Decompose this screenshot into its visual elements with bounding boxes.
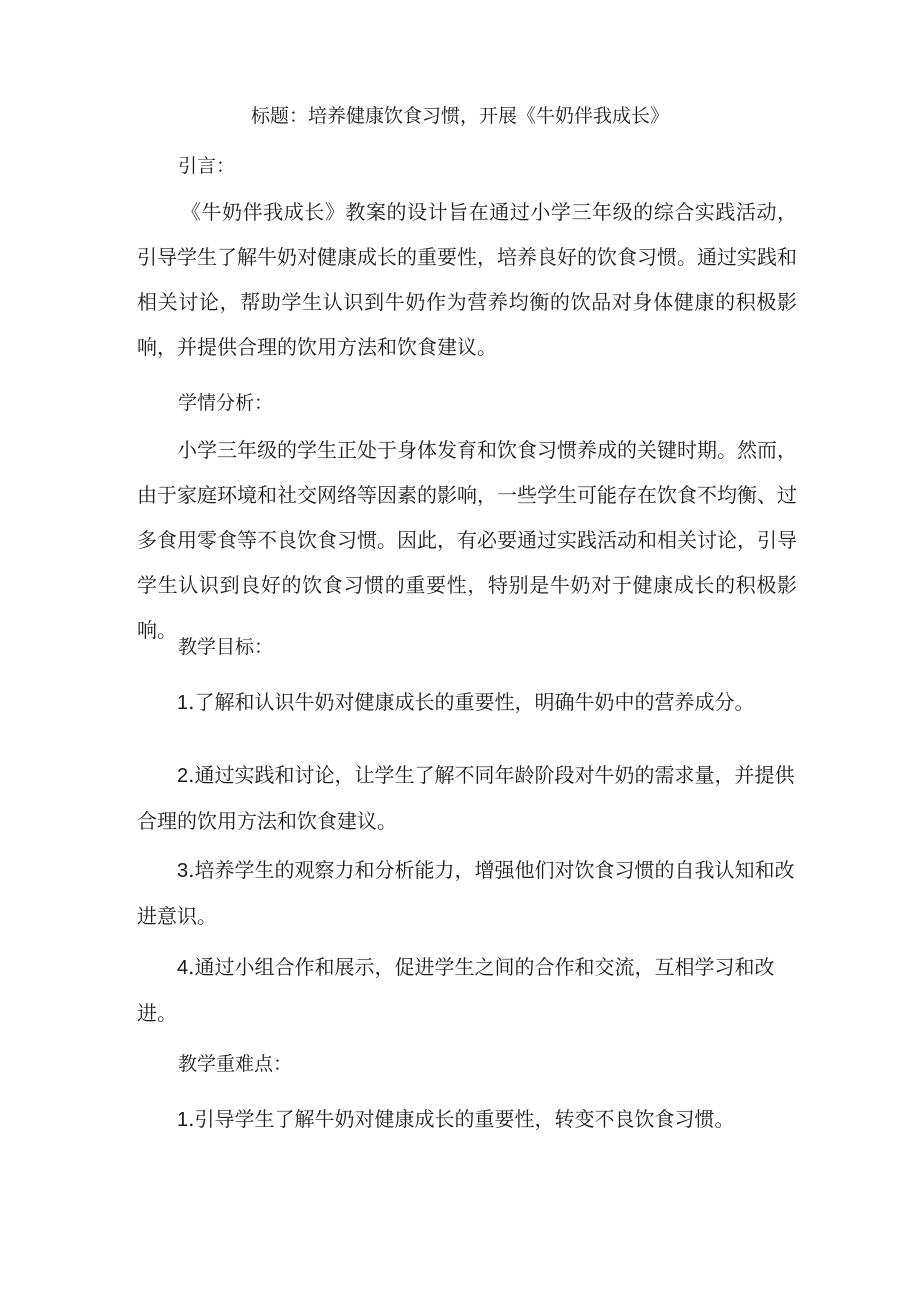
goals-heading: 教学目标： [178, 636, 274, 658]
analysis-heading: 学情分析： [178, 392, 274, 414]
goal-text: .了解和认识牛奶对健康成长的重要性，明确牛奶中的营养成分。 [188, 690, 755, 714]
intro-paragraph: 《牛奶伴我成长》教案的设计旨在通过小学三年级的综合实践活动，引导学生了解牛奶对健康成长的重要性，培养良好的饮食习惯。通过实践和相关讨论，帮助学生认识到牛奶作为营养均衡的饮品对身体健康的积极影响，并提供合理的饮用方法和饮食建议。 [137, 200, 797, 359]
difficulty-item-1 [137, 1097, 797, 1143]
goal-item-1 [137, 680, 797, 726]
goal-number: 1 [177, 692, 189, 714]
goal-item-4 [137, 945, 797, 1036]
document-title: 标题：培养健康饮食习惯，开展《牛奶伴我成长》 [250, 105, 669, 127]
goal-number: 3 [177, 860, 189, 882]
goal-item-3 [137, 848, 797, 939]
goal-text: .通过实践和讨论，让学生了解不同年龄阶段对牛奶的需求量，并提供合理的饮用方法和饮食建议。 [137, 763, 795, 833]
intro-heading: 引言： [178, 155, 236, 177]
goal-text: .通过小组合作和展示，促进学生之间的合作和交流，互相学习和改进。 [137, 955, 775, 1025]
goal-number: 4 [177, 957, 189, 979]
difficulty-heading: 教学重难点： [178, 1053, 293, 1075]
difficulty-number: 1 [177, 1109, 189, 1131]
difficulty-text: .引导学生了解牛奶对健康成长的重要性，转变不良饮食习惯。 [188, 1107, 735, 1131]
goal-number: 2 [177, 765, 189, 787]
goal-item-2 [137, 753, 797, 844]
goal-text: .培养学生的观察力和分析能力，增强他们对饮食习惯的自我认知和改进意识。 [137, 858, 795, 928]
analysis-paragraph: 小学三年级的学生正处于身体发育和饮食习惯养成的关键时期。然而，由于家庭环境和社交网络等因素的影响，一些学生可能存在饮食不均衡、过多食用零食等不良饮食习惯。因此，有必要通过实践活动和相关讨论，引导学生认识到良好的饮食习惯的重要性，特别是牛奶对于健康成长的积极影响。 [137, 438, 797, 642]
